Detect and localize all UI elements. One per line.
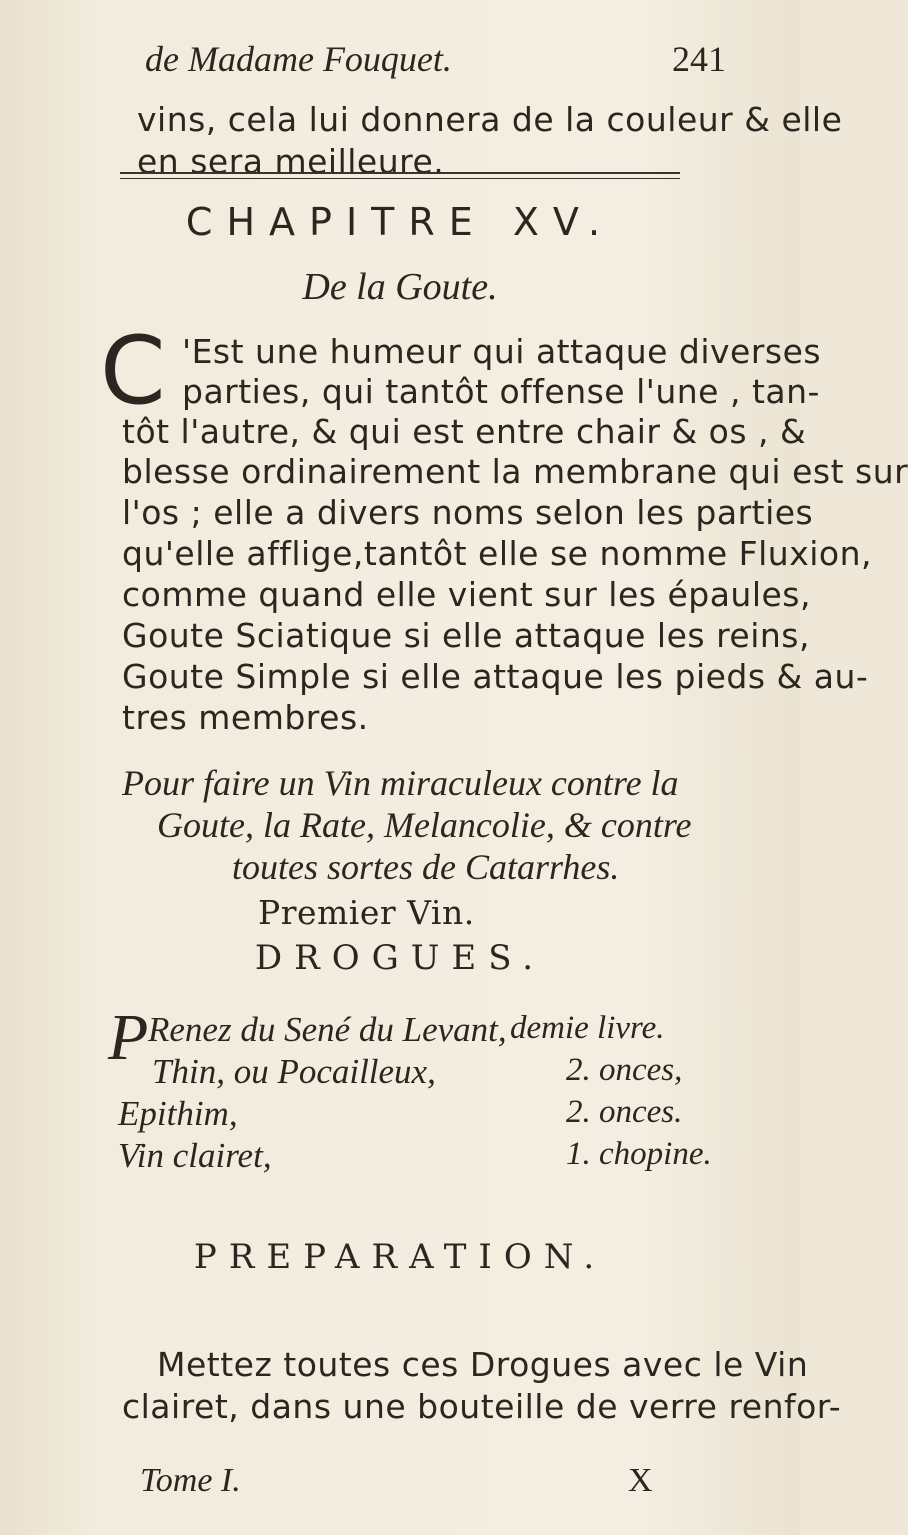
paragraph-line-1: 'Est une humeur qui attaque diverses — [182, 332, 822, 371]
drop-cap: C — [100, 317, 166, 426]
signature-mark: X — [628, 1462, 653, 1499]
drogues-heading: DROGUES. — [254, 938, 546, 978]
paragraph-line-9: Goute Simple si elle attaque les pieds & au- — [122, 657, 869, 696]
intro-line-1: vins, cela lui donnera de la couleur & elle — [137, 100, 843, 139]
paragraph-line-10: tres membres. — [122, 698, 369, 737]
ingredient-qty-2: 2. onces, — [566, 1052, 683, 1088]
chapter-heading: CHAPITRE XV. — [185, 200, 615, 244]
recipe-title-line-1: Pour faire un Vin miraculeux contre la — [122, 763, 679, 803]
recipe-title-line-3: toutes sortes de Catarrhes. — [232, 847, 620, 887]
paragraph-line-3: tôt l'autre, & qui est entre chair & os , & — [122, 412, 807, 451]
ingredient-qty-1: demie livre. — [510, 1010, 665, 1046]
ingredient-qty-4: 1. chopine. — [566, 1136, 712, 1172]
volume-footer: Tome I. — [140, 1462, 241, 1499]
ingredient-name-3: Epithim, — [118, 1094, 238, 1133]
paragraph-line-8: Goute Sciatique si elle attaque les reins, — [122, 616, 810, 655]
paragraph-line-5: l'os ; elle a divers noms selon les parties — [122, 493, 814, 532]
paragraph-line-4: blesse ordinairement la membrane qui est sur — [122, 452, 908, 491]
premier-vin: Premier Vin. — [258, 893, 475, 932]
ingredients-drop-cap: P — [108, 1001, 149, 1074]
preparation-line-1: Mettez toutes ces Drogues avec le Vin — [157, 1345, 809, 1384]
ingredient-qty-3: 2. onces. — [566, 1094, 683, 1130]
paragraph-line-7: comme quand elle vient sur les épaules, — [122, 575, 811, 614]
ingredient-name-1: Renez du Sené du Levant, — [148, 1010, 507, 1049]
preparation-heading: PREPARATION. — [193, 1237, 607, 1277]
paragraph-line-6: qu'elle afflige,tantôt elle se nomme Fluxion, — [122, 534, 872, 573]
running-title: de Madame Fouquet. — [145, 39, 452, 79]
intro-line-2: en sera meilleure. — [137, 142, 445, 181]
chapter-subtitle: De la Goute. — [302, 266, 498, 308]
running-head — [0, 38, 800, 88]
section-rule — [120, 172, 680, 179]
ingredient-name-2: Thin, ou Pocailleux, — [152, 1052, 436, 1091]
preparation-line-2: clairet, dans une bouteille de verre renfor- — [122, 1387, 842, 1426]
page-number: 241 — [672, 39, 726, 79]
paragraph-line-2: parties, qui tantôt offense l'une , tan- — [182, 372, 820, 411]
ingredient-name-4: Vin clairet, — [118, 1136, 272, 1175]
recipe-title-line-2: Goute, la Rate, Melancolie, & contre — [157, 805, 692, 845]
